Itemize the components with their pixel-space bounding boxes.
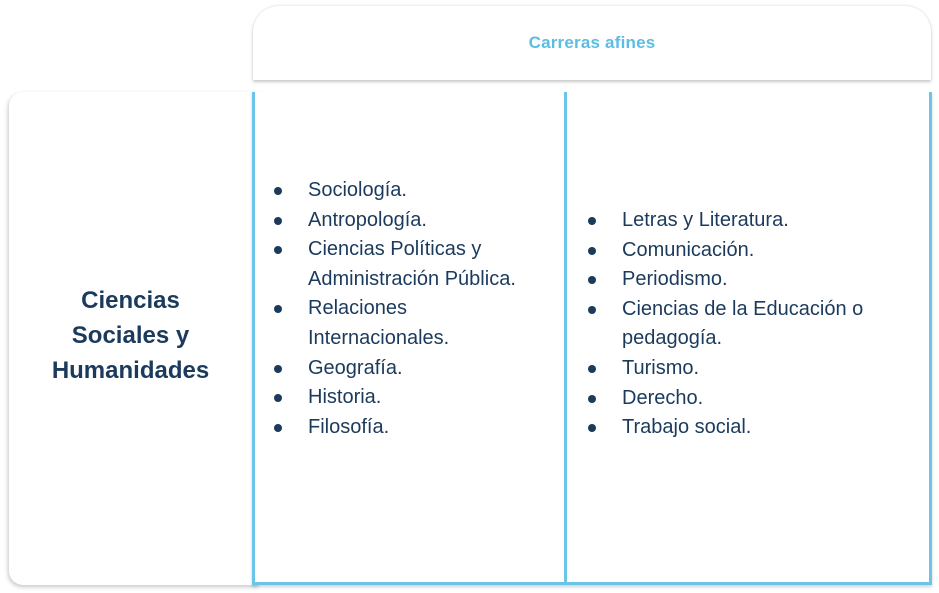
list-item bbox=[586, 265, 926, 295]
category-cell bbox=[9, 92, 252, 585]
bullet-icon bbox=[274, 305, 282, 313]
list-item-label: Filosofía. bbox=[308, 415, 390, 438]
list-item bbox=[586, 206, 926, 236]
bullet-icon bbox=[274, 187, 282, 195]
list-item-label: Periodismo. bbox=[622, 268, 728, 291]
list-item bbox=[586, 236, 926, 266]
careers-list-left bbox=[272, 176, 552, 442]
list-item-label: Geografía. bbox=[308, 356, 403, 379]
list-item bbox=[272, 294, 552, 353]
list-item bbox=[272, 354, 552, 384]
list-item bbox=[586, 354, 926, 384]
header-title: Carreras afines bbox=[528, 33, 656, 52]
list-item bbox=[272, 206, 552, 236]
bullet-icon bbox=[588, 306, 596, 314]
bullet-icon bbox=[274, 394, 282, 402]
list-item bbox=[586, 413, 926, 443]
bullet-icon bbox=[588, 365, 596, 373]
list-item-label: Sociología. bbox=[308, 179, 407, 201]
list-item-label: Comunicación. bbox=[622, 238, 755, 261]
bullet-icon bbox=[588, 217, 596, 225]
list-item-label: Derecho. bbox=[622, 386, 704, 409]
list-item bbox=[272, 176, 552, 206]
list-item bbox=[586, 295, 926, 354]
list-item-label: Historia. bbox=[308, 386, 382, 409]
bullet-icon bbox=[588, 247, 596, 255]
list-item-label: Ciencias Políticas y Administración Pública. bbox=[308, 238, 516, 290]
bullet-icon bbox=[274, 217, 282, 225]
bullet-icon bbox=[274, 424, 282, 432]
list-item-label: Antropología. bbox=[308, 208, 427, 231]
bullet-icon bbox=[588, 424, 596, 432]
list-item-label: Ciencias de la Educación o pedagogía. bbox=[622, 297, 864, 350]
header-tab bbox=[253, 6, 931, 80]
list-item bbox=[272, 383, 552, 413]
careers-list-right bbox=[586, 206, 926, 443]
list-item bbox=[272, 413, 552, 443]
category-title: Ciencias Sociales y Humanidades bbox=[51, 287, 210, 384]
bullet-icon bbox=[588, 395, 596, 403]
list-item-label: Turismo. bbox=[622, 356, 700, 379]
list-item bbox=[586, 384, 926, 414]
list-item bbox=[272, 235, 552, 294]
column-divider bbox=[564, 92, 567, 585]
bullet-icon bbox=[274, 365, 282, 373]
bullet-icon bbox=[588, 276, 596, 284]
list-item-label: Letras y Literatura. bbox=[622, 209, 789, 231]
bullet-icon bbox=[274, 246, 282, 254]
list-item-label: Trabajo social. bbox=[622, 416, 752, 439]
list-item-label: Relaciones Internacionales. bbox=[308, 297, 450, 349]
